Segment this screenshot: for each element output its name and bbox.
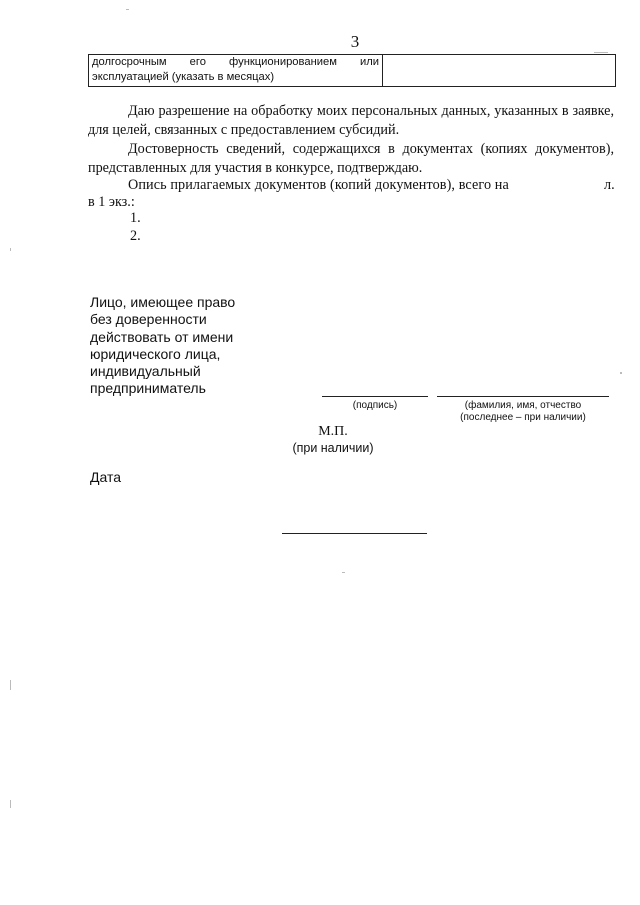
name-caption-line1: (фамилия, имя, отчество bbox=[464, 400, 582, 411]
reliability-paragraph: Достоверность сведений, содержащихся в документах (копиях документов), представленных для участия в конкурсе, подтверждаю. bbox=[88, 141, 614, 176]
scan-artifact bbox=[594, 52, 608, 53]
consent-paragraph: Даю разрешение на обработку моих персональных данных, указанных в заявке, для целей, связанных с предоставлением субсидий. bbox=[88, 103, 614, 138]
signer-line: без доверенности bbox=[90, 311, 207, 328]
signer-line: юридического лица, bbox=[90, 345, 221, 362]
scan-artifact bbox=[342, 572, 345, 573]
table-row bbox=[89, 55, 616, 87]
scan-artifact bbox=[126, 9, 129, 10]
date-line bbox=[282, 533, 427, 534]
inventory-line1: Опись прилагаемых документов (копий документов), всего на bbox=[128, 177, 509, 193]
signature-caption: (подпись) bbox=[352, 400, 398, 411]
signer-line: индивидуальный bbox=[90, 363, 201, 380]
signer-line: Лицо, имеющее право bbox=[90, 294, 236, 310]
info-table bbox=[88, 54, 616, 87]
scan-artifact bbox=[10, 800, 11, 808]
table-row-label bbox=[89, 55, 383, 87]
signer-line: предприниматель bbox=[90, 380, 206, 397]
scan-artifact bbox=[10, 248, 11, 251]
inventory-line2: в 1 экз.: bbox=[88, 194, 135, 210]
scan-artifact bbox=[10, 680, 11, 690]
date-label: Дата bbox=[90, 469, 122, 485]
table-label-line1: долгосрочным его функционированием или bbox=[92, 56, 379, 68]
page-number: 3 bbox=[350, 32, 360, 51]
stamp-note: (при наличии) bbox=[292, 441, 374, 455]
list-item: 2. bbox=[130, 228, 141, 244]
scan-artifact bbox=[620, 372, 622, 374]
stamp-label: М.П. bbox=[318, 424, 348, 439]
table-label-line2: эксплуатацией (указать в месяцах) bbox=[92, 70, 275, 83]
list-item: 1. bbox=[130, 210, 141, 226]
signer-block bbox=[90, 294, 235, 398]
name-line bbox=[437, 396, 609, 397]
inventory-sheets-unit: л. bbox=[604, 177, 615, 193]
name-caption bbox=[437, 400, 609, 424]
signer-line: действовать от имени bbox=[90, 328, 234, 345]
name-caption-line2: (последнее – при наличии) bbox=[460, 412, 586, 423]
signature-line bbox=[322, 396, 428, 397]
table-row-value bbox=[383, 55, 616, 87]
